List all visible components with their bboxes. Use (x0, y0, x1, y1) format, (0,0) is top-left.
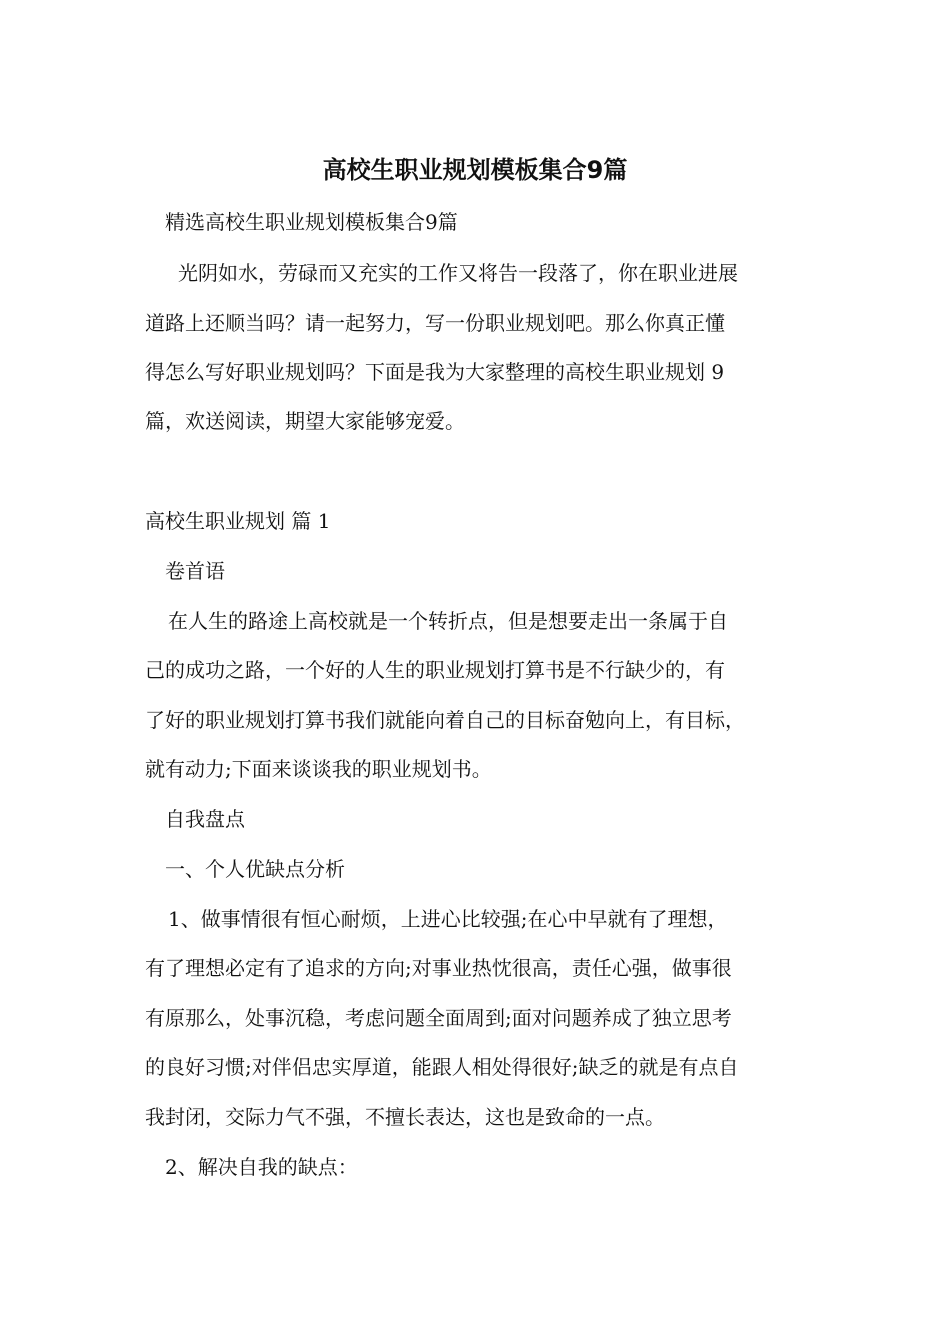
point1-line: 1、做事情很有恒心耐烦，上进心比较强;在心中早就有了理想， (168, 907, 728, 931)
intro-line: 光阴如水，劳碌而又充实的工作又将告一段落了，你在职业进展 (178, 261, 738, 285)
section-heading: 高校生职业规划 篇 1 (145, 509, 331, 533)
preface-line: 己的成功之路，一个好的人生的职业规划打算书是不行缺少的，有 (145, 658, 725, 682)
preface-line: 在人生的路途上高校就是一个转折点，但是想要走出一条属于自 (168, 609, 728, 633)
preface-line: 就有动力;下面来谈谈我的职业规划书。 (145, 757, 492, 781)
intro-line: 篇，欢送阅读，期望大家能够宠爱。 (145, 409, 465, 433)
point1-line: 的良好习惯;对伴侣忠实厚道，能跟人相处得很好;缺乏的就是有点自 (145, 1055, 739, 1079)
intro-line: 得怎么写好职业规划吗？下面是我为大家整理的高校生职业规划 9 (145, 360, 725, 384)
document-title: 高校生职业规划模板集合9篇 (322, 156, 628, 184)
self-review-heading: 自我盘点 (165, 807, 245, 831)
point1-line: 我封闭，交际力气不强，不擅长表达，这也是致命的一点。 (145, 1105, 665, 1129)
point1-line: 有原那么，处事沉稳，考虑问题全面周到;面对问题养成了独立思考 (145, 1006, 732, 1030)
analysis-heading: 一、个人优缺点分析 (165, 857, 345, 881)
document-subtitle: 精选高校生职业规划模板集合9篇 (165, 210, 458, 234)
intro-line: 道路上还顺当吗？请一起努力，写一份职业规划吧。那么你真正懂 (145, 311, 725, 335)
point2-heading: 2、解决自我的缺点： (165, 1155, 358, 1179)
point1-line: 有了理想必定有了追求的方向;对事业热忱很高，责任心强，做事很 (145, 956, 732, 980)
preface-heading: 卷首语 (165, 559, 225, 583)
preface-line: 了好的职业规划打算书我们就能向着自己的目标奋勉向上，有目标， (145, 708, 745, 732)
